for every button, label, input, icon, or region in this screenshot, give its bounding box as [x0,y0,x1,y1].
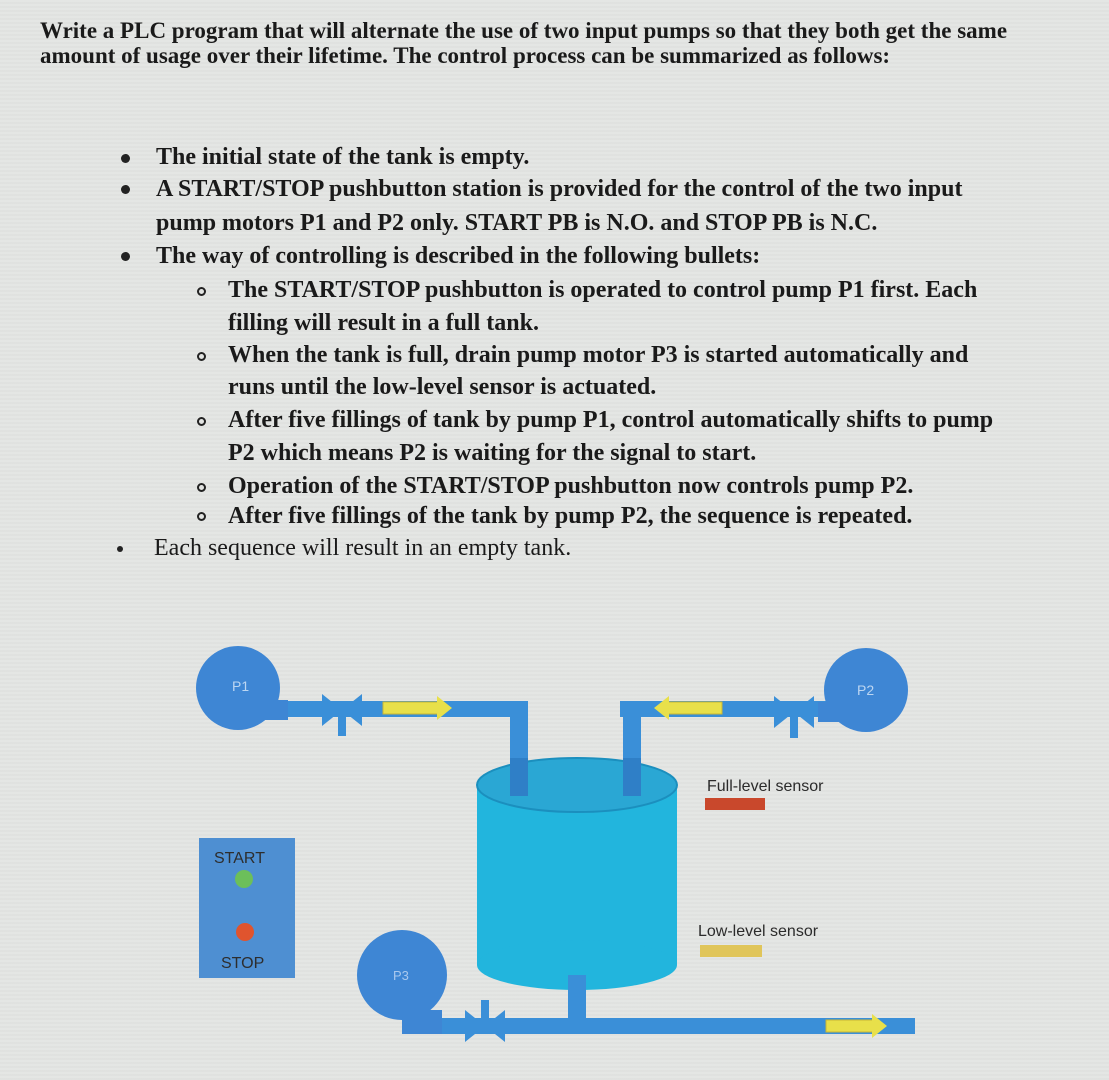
sub-bullet-p1-line2: filling will result in a full tank. [228,310,539,336]
pump-p2 [818,648,908,732]
full-level-sensor-bar [705,798,765,810]
sub-bullet-p3-line1: When the tank is full, drain pump motor P3 is started automatically and [228,342,969,368]
full-level-sensor-label: Full-level sensor [707,778,824,795]
low-level-sensor-bar [700,945,762,957]
valve-p3-icon [465,1000,505,1042]
pump-p1 [196,646,288,730]
inlet-pipe-end-1 [510,758,528,796]
pump-p2-label: P2 [857,682,875,698]
bullet-control-method: The way of controlling is described in the following bullets: [156,243,761,269]
full-level-sensor [705,778,824,810]
drain-flow-arrow-icon [826,1014,887,1038]
low-level-sensor-label: Low-level sensor [698,923,819,940]
bullet-pushbutton-station-line2: pump motors P1 and P2 only. START PB is N.O. and STOP PB is N.C. [156,210,878,236]
tank [477,758,677,990]
valve-p1-icon [322,694,362,736]
bullet-initial-state: The initial state of the tank is empty. [156,144,530,170]
pump-p1-label: P1 [232,678,250,694]
stop-button[interactable] [236,923,254,941]
start-label: START [214,850,265,867]
inlet-pipe-end-2 [623,758,641,796]
start-stop-panel [199,838,295,978]
sub-bullet-repeat: After five fillings of the tank by pump P2, the sequence is repeated. [228,503,913,529]
pump-p1-outlet [238,700,288,720]
sub-bullet-p2-control: Operation of the START/STOP pushbutton now controls pump P2. [228,473,914,499]
start-button[interactable] [235,870,253,888]
low-level-sensor [698,923,819,957]
bullet-pushbutton-station-line1: A START/STOP pushbutton station is provided for the control of the two input [156,176,963,202]
sub-bullet-p1-line1: The START/STOP pushbutton is operated to control pump P1 first. Each [228,277,978,303]
sub-bullet-p3-line2: runs until the low-level sensor is actuated. [228,374,657,400]
drain-pipe-vertical [568,975,586,1025]
sub-bullet-shift-line1: After five fillings of tank by pump P1, control automatically shifts to pump [228,407,994,433]
pump-p3-label: P3 [393,968,409,983]
pump-p3 [357,930,447,1034]
tank-top [477,758,677,812]
sub-bullet-shift-line2: P2 which means P2 is waiting for the signal to start. [228,440,757,466]
pump-p3-outlet [402,1010,442,1034]
bullet-empty-tank: Each sequence will result in an empty tank. [154,535,572,561]
stop-label: STOP [221,955,265,972]
pump-p2-outlet [818,702,868,722]
problem-intro: Write a PLC program that will alternate the use of two input pumps so that they both get the same amount of usage over their lifetime. The control process can be summarized as follows: [40,18,1008,68]
